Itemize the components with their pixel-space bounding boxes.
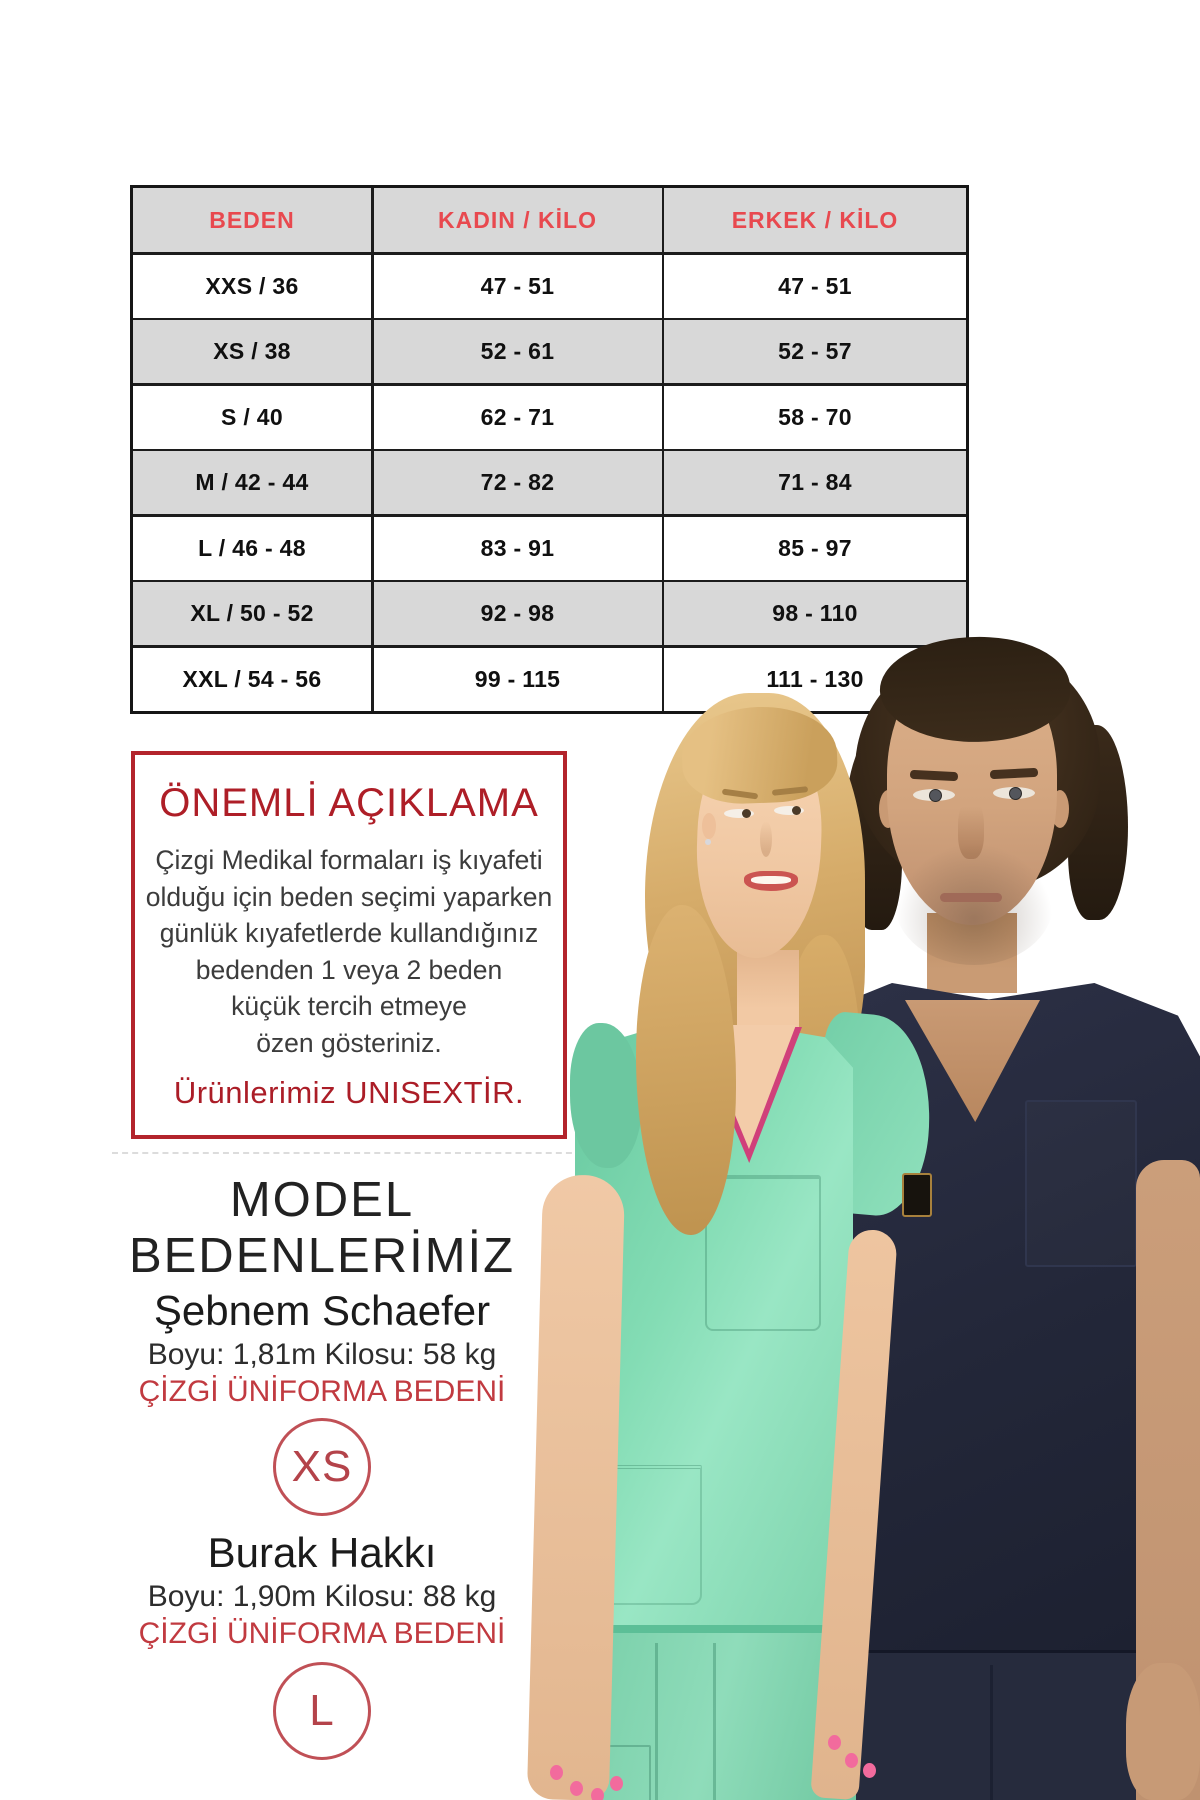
woman-pupil [792, 806, 801, 815]
model-stats-female: Boyu: 1,81m Kilosu: 58 kg [147, 1338, 497, 1371]
woman-neck [737, 950, 799, 1028]
woman-nail [570, 1781, 583, 1796]
notice-line: olduğu için beden seçimi yaparken [145, 881, 553, 912]
table-cell: 99 - 115 [374, 648, 662, 711]
woman-earring [705, 839, 711, 845]
woman-nail [845, 1753, 858, 1768]
woman-teeth [751, 876, 791, 884]
model-stats-male: Boyu: 1,90m Kilosu: 88 kg [147, 1580, 497, 1613]
models-photo [430, 575, 1200, 1800]
table-cell: 111 - 130 [664, 648, 966, 711]
model-heading-line2: BEDENLERİMİZ [128, 1229, 516, 1283]
notice-line: Çizgi Medikal formaları iş kıyafeti [155, 845, 543, 875]
woman-chest-pocket [705, 1175, 821, 1331]
model-size-label-female: ÇİZGİ ÜNİFORMA BEDENİ [138, 1375, 506, 1408]
woman-ear [702, 813, 716, 839]
size-badge-l [273, 1662, 371, 1760]
notice-title: ÖNEMLİ AÇIKLAMA [159, 781, 539, 825]
woman-nail [863, 1763, 876, 1778]
table-cell: 85 - 97 [664, 517, 966, 580]
size-badge-xs-label: XS [291, 1442, 353, 1491]
model-name-female: Şebnem Schaefer [153, 1287, 491, 1334]
man-pupil [929, 789, 942, 802]
man-stubble [895, 843, 1053, 965]
notice-line: özen gösteriniz. [256, 1027, 442, 1058]
table-cell: XL / 50 - 52 [133, 582, 371, 645]
table-cell: 47 - 51 [664, 255, 966, 318]
woman-pants-crease [713, 1643, 716, 1800]
notice-line: küçük tercih etmeye [231, 991, 467, 1021]
model-size-label-male: ÇİZGİ ÜNİFORMA BEDENİ [138, 1617, 506, 1650]
unisex-note: Ürünlerimiz UNISEXTİR. [173, 1075, 525, 1110]
table-cell: 47 - 51 [374, 255, 662, 318]
table-cell: S / 40 [133, 386, 371, 449]
size-badge-xs [273, 1418, 371, 1516]
table-cell: 52 - 61 [374, 320, 662, 383]
table-cell: 52 - 57 [664, 320, 966, 383]
table-cell: M / 42 - 44 [133, 451, 371, 514]
table-cell: XS / 38 [133, 320, 371, 383]
notice-line: bedenden 1 veya 2 beden [195, 954, 503, 985]
size-badge-l-label: L [309, 1686, 335, 1735]
woman-nail [550, 1765, 563, 1780]
table-header-beden: BEDEN [133, 188, 371, 252]
table-header-erkek: ERKEK / KİLO [664, 188, 966, 252]
woman-arm [527, 1174, 625, 1800]
table-cell: 92 - 98 [374, 582, 662, 645]
table-cell: 98 - 110 [664, 582, 966, 645]
notice-line: günlük kıyafetlerde kullandığınız [159, 918, 539, 948]
model-name-male: Burak Hakkı [207, 1529, 437, 1576]
woman-nail [610, 1776, 623, 1791]
table-cell: 72 - 82 [374, 451, 662, 514]
man-pupil [1009, 787, 1022, 800]
woman-pupil [742, 809, 751, 818]
table-header-kadin: KADIN / KİLO [374, 188, 662, 252]
table-cell: 58 - 70 [664, 386, 966, 449]
woman-nail [591, 1788, 604, 1800]
table-cell: 62 - 71 [374, 386, 662, 449]
woman-nose [760, 821, 772, 857]
table-cell: 83 - 91 [374, 517, 662, 580]
man-chest-pocket [1025, 1100, 1137, 1267]
man-pants-crease [990, 1665, 993, 1800]
table-cell: 71 - 84 [664, 451, 966, 514]
table-cell: XXL / 54 - 56 [133, 648, 371, 711]
man-mouth [940, 893, 1002, 902]
table-cell: L / 46 - 48 [133, 517, 371, 580]
woman-sleeve-brand-tag [902, 1173, 932, 1217]
model-heading-line1: MODEL [229, 1173, 415, 1227]
woman-pants-crease [655, 1643, 658, 1800]
table-cell: XXS / 36 [133, 255, 371, 318]
woman-nail [828, 1735, 841, 1750]
man-hand [1126, 1663, 1200, 1800]
